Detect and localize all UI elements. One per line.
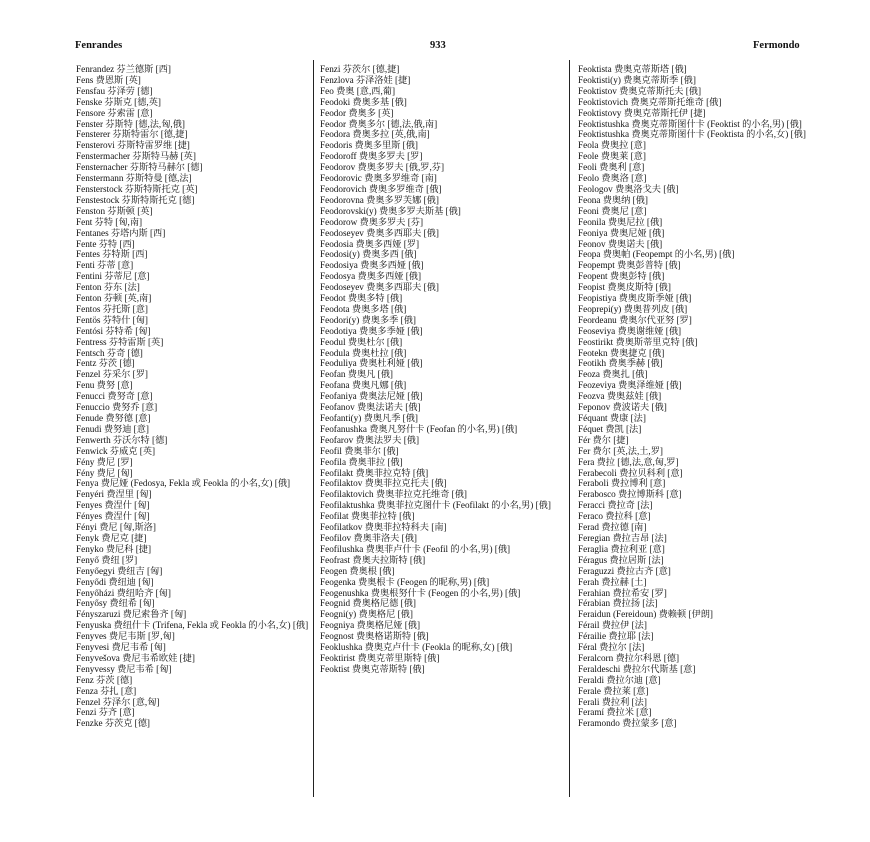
dictionary-entry: Féquet 费凯 [法]: [578, 423, 642, 434]
dictionary-entry: Féral 费拉尔 [法]: [578, 642, 645, 653]
dictionary-entry: Feoktistov 费奥克蒂斯托夫 [俄]: [578, 85, 702, 96]
dictionary-entry: Feramí 费拉米 [意]: [578, 707, 652, 718]
running-head-left: Fenrandes: [75, 40, 123, 51]
dictionary-entry: Feofilat 费奥菲拉特 [俄]: [320, 511, 415, 522]
dictionary-entry: Feraldi 费拉尔迪 [意]: [578, 674, 661, 685]
dictionary-entry: Férabian 费拉扬 [法]: [578, 598, 658, 609]
dictionary-entry: Ferale 费拉莱 [意]: [578, 685, 649, 696]
dictionary-entry: Feoseviya 费奥谢维娅 [俄]: [578, 325, 682, 336]
dictionary-entry: Feodoseyev 费奥多西耶夫 [俄]: [320, 282, 439, 293]
dictionary-entry: Fenyes 费涅什 [匈]: [76, 500, 150, 511]
dictionary-entry: Fenu 费努 [意]: [76, 380, 133, 391]
dictionary-entry: Feponov 费波诺夫 [俄]: [578, 402, 667, 413]
dictionary-entry: Fenster 芬斯特 [德,法,匈,俄]: [76, 118, 185, 129]
dictionary-entry: Fens 费恩斯 [英]: [76, 74, 141, 85]
dictionary-entry: Fény 费尼 [匈]: [76, 467, 133, 478]
dictionary-entry: Feoktistushka 费奥克蒂斯图什卡 (Feoktist 的小名,男) [俄]: [578, 118, 802, 129]
dictionary-entry: Feodula 费奥杜拉 [俄]: [320, 347, 407, 358]
dictionary-entry: Feordeanu 费奥尔代亚努 [罗]: [578, 314, 692, 325]
dictionary-entry: Feofan 费奥凡 [俄]: [320, 369, 393, 380]
dictionary-entry: Feologov 费奥洛戈夫 [俄]: [578, 183, 679, 194]
dictionary-entry: Féquant 费康 [法]: [578, 413, 646, 423]
dictionary-entry: Fenstermann 芬斯特曼 [德,法]: [76, 173, 192, 184]
dictionary-column-2: [320, 64, 560, 675]
dictionary-entry: Fenudi 费努迪 [意]: [76, 423, 149, 434]
dictionary-entry: Fenyko 费尼科 [捷]: [76, 543, 152, 554]
dictionary-entry: Fenya 费尼娅 (Fedosya, Fekla 或 Feokla 的小名,女) [俄]: [76, 478, 291, 489]
dictionary-entry: Feraboli 费拉博利 [意]: [578, 478, 666, 489]
dictionary-entry: Feoktistovy 费奥克蒂斯托伊 [捷]: [578, 107, 706, 118]
dictionary-entry: Feofilaktov 费奥菲拉克托夫 [俄]: [320, 478, 447, 489]
dictionary-entry: Fentes 芬特斯 [西]: [76, 249, 148, 260]
dictionary-entry: Ferad 费拉德 [南]: [578, 522, 647, 533]
dictionary-entry: Feodoseyev 费奥多西耶夫 [俄]: [320, 227, 439, 238]
dictionary-entry: Feonov 费奥诺夫 [俄]: [578, 238, 663, 249]
dictionary-entry: Fentos 芬托斯 [意]: [76, 303, 148, 314]
dictionary-entry: Feopempt 费奥彭普特 [俄]: [578, 260, 681, 271]
dictionary-entry: Férailie 费拉耶 [法]: [578, 631, 654, 642]
dictionary-entry: Feoktirist 费奥克蒂里斯特 [俄]: [320, 652, 440, 663]
dictionary-entry: Feodot 费奥多特 [俄]: [320, 293, 403, 304]
dictionary-entry: Feotikh 费奥季赫 [俄]: [578, 358, 663, 369]
dictionary-entry: Feofaniya 费奥法尼娅 [俄]: [320, 391, 423, 402]
dictionary-entry: Fény 费尼 [罗]: [76, 456, 133, 467]
dictionary-entry: Fenucci 费努奇 [意]: [76, 391, 153, 402]
dictionary-entry: Feoktistovich 费奥克蒂斯托维奇 [俄]: [578, 96, 722, 107]
dictionary-entry: Fenstestock 芬斯特斯托克 [德]: [76, 194, 195, 205]
dictionary-entry: Fér 费尔 [捷]: [578, 434, 629, 445]
dictionary-entry: Feofilakt 费奥菲拉克特 [俄]: [320, 467, 429, 478]
dictionary-entry: Feostirikt 费奥斯蒂里克特 [俄]: [578, 336, 698, 347]
dictionary-entry: Ferabosco 费拉博斯科 [意]: [578, 489, 682, 500]
dictionary-entry: Fensore 芬索雷 [意]: [76, 107, 153, 118]
dictionary-entry: Feregian 费拉吉昂 [法]: [578, 532, 667, 543]
dictionary-entry: Fenyőegyi 费纽吉 [匈]: [76, 565, 163, 576]
dictionary-entry: Fenzi 芬齐 [意]: [76, 707, 135, 718]
dictionary-entry: Ferabecoli 费拉贝科利 [意]: [578, 467, 683, 478]
dictionary-entry: Feofilushka 费奥菲卢什卡 (Feofil 的小名,男) [俄]: [320, 543, 511, 554]
dictionary-entry: Feodota 费奥多塔 [俄]: [320, 303, 407, 314]
dictionary-entry: Feoklushka 费奥克卢什卡 (Feokla 的昵称,女) [俄]: [320, 642, 513, 653]
dictionary-entry: Feraco 费拉科 [意]: [578, 511, 651, 522]
dictionary-entry: Fenyődi 费纽迪 [匈]: [76, 576, 154, 587]
dictionary-entry: Feodorovic 费奥多罗维奇 [南]: [320, 173, 437, 184]
dictionary-entry: Feodosiya 费奥多西娅 [俄]: [320, 260, 424, 271]
dictionary-entry: Feraidun (Fereidoun) 费赖顿 [伊朗]: [578, 609, 713, 620]
column-divider: [569, 60, 570, 797]
dictionary-entry: Feoktistushka 费奥克蒂斯图什卡 (Feoktista 的小名,女) [俄]: [578, 129, 806, 140]
dictionary-entry: Fenrandez 芬兰德斯 [西]: [76, 64, 171, 74]
dictionary-entry: Fentósi 芬特希 [匈]: [76, 325, 151, 336]
dictionary-entry: Feola 费奥拉 [意]: [578, 140, 646, 151]
dictionary-entry: Fenyuska 费纽什卡 (Trifena, Fekla 或 Feokla 的小名,女) [俄]: [76, 620, 309, 631]
dictionary-entry: Feodoroff 费奥多罗夫 [罗]: [320, 151, 423, 162]
dictionary-entry: Fentz 芬茨 [德]: [76, 358, 135, 369]
dictionary-entry: Fenyvešova 费尼韦希欧娃 [捷]: [76, 652, 195, 663]
dictionary-entry: Fenz 芬茨 [德]: [76, 674, 133, 685]
dictionary-entry: Fenyk 费尼克 [捷]: [76, 532, 147, 543]
dictionary-entry: Fenston 芬斯顿 [英]: [76, 205, 153, 216]
dictionary-entry: Feodosia 费奥多西娅 [罗]: [320, 238, 420, 249]
dictionary-entry: Fenude 费努德 [意]: [76, 413, 151, 423]
running-head-right: Fermondo: [753, 40, 800, 51]
dictionary-entry: Fenuccio 费努乔 [意]: [76, 402, 158, 413]
dictionary-entry: Feofilatkov 费奥菲拉特科夫 [南]: [320, 522, 447, 533]
dictionary-entry: Fentsch 芬奇 [德]: [76, 347, 143, 358]
dictionary-entry: Fenyő 费纽 [罗]: [76, 554, 138, 565]
dictionary-entry: Fenwick 芬威克 [英]: [76, 445, 156, 456]
dictionary-entry: Feo 费奥 [意,西,葡]: [320, 85, 396, 96]
dictionary-entry: Feodoris 费奥多里斯 [俄]: [320, 140, 418, 151]
dictionary-entry: Feracci 费拉奇 [法]: [578, 500, 653, 511]
dictionary-entry: Feodorovich 费奥多罗维奇 [俄]: [320, 183, 442, 194]
dictionary-entry: Feofilaktushka 费奥菲拉克图什卡 (Feofilakt 的小名,男) [俄]: [320, 500, 551, 511]
dictionary-entry: Feolo 费奥洛 [意]: [578, 173, 647, 184]
dictionary-entry: Feramondo 费拉蒙多 [意]: [578, 718, 677, 729]
dictionary-entry: Feoktist 费奥克蒂斯特 [俄]: [320, 663, 425, 674]
dictionary-entry: Feofrast 费奥夫拉斯特 [俄]: [320, 554, 426, 565]
dictionary-entry: Feodul 费奥杜尔 [俄]: [320, 336, 403, 347]
dictionary-entry: Feoli 费奥利 [意]: [578, 162, 645, 173]
dictionary-entry: Férail 费拉伊 [法]: [578, 620, 647, 631]
dictionary-entry: Fenyvesi 费尼韦希 [匈]: [76, 642, 166, 653]
dictionary-entry: Feoduliya 费奥杜利娅 [俄]: [320, 358, 423, 369]
dictionary-entry: Feofanushka 费奥凡努什卡 (Feofan 的小名,男) [俄]: [320, 423, 518, 434]
dictionary-entry: Feogni(y) 费奥格尼 [俄]: [320, 609, 413, 620]
dictionary-entry: Feogenka 费奥根卡 (Feogen 的昵称,男) [俄]: [320, 576, 490, 587]
dictionary-entry: Fényes 费涅什 [匈]: [76, 511, 150, 522]
dictionary-entry: Feraglia 费拉利亚 [意]: [578, 543, 665, 554]
dictionary-entry: Fensterstock 芬斯特斯托克 [英]: [76, 183, 198, 194]
dictionary-entry: Feotekn 费奥捷克 [俄]: [578, 347, 665, 358]
dictionary-entry: Fentös 芬特什 [匈]: [76, 314, 148, 325]
dictionary-entry: Fenzel 芬泽尔 [意,匈]: [76, 696, 160, 707]
dictionary-entry: Feognost 费奥格诺斯特 [俄]: [320, 631, 429, 642]
dictionary-entry: Fensternacher 芬斯特马赫尔 [德]: [76, 162, 203, 173]
dictionary-entry: Feopent 费奥彭特 [俄]: [578, 271, 665, 282]
dictionary-entry: Fenton 芬东 [法]: [76, 282, 140, 293]
dictionary-entry: Feoktisti(y) 费奥克蒂斯季 [俄]: [578, 74, 696, 85]
dictionary-entry: Feozeviya 费奥泽维娅 [俄]: [578, 380, 682, 391]
dictionary-entry: Fenyves 费尼韦斯 [罗,匈]: [76, 631, 175, 642]
dictionary-entry: Feofilov 费奥菲洛夫 [俄]: [320, 532, 417, 543]
dictionary-entry: Ferali 费拉利 [法]: [578, 696, 647, 707]
dictionary-entry: Fentini 芬蒂尼 [意]: [76, 271, 150, 282]
dictionary-entry: Fera 费拉 [德,法,意,匈,罗]: [578, 456, 679, 467]
dictionary-entry: Feozva 费奥兹娃 [俄]: [578, 391, 662, 402]
dictionary-entry: Feoza 费奥扎 [俄]: [578, 369, 648, 380]
dictionary-entry: Fenza 芬扎 [意]: [76, 685, 137, 696]
dictionary-entry: Fenzi 芬茨尔 [德,捷]: [320, 64, 400, 74]
dictionary-entry: Ferah 费拉赫 [土]: [578, 576, 647, 587]
dictionary-entry: Fenyőházi 费纽哈齐 [匈]: [76, 587, 171, 598]
dictionary-entry: Feopistiya 费奥皮斯季娅 [俄]: [578, 293, 692, 304]
dictionary-entry: Fentanes 芬塔内斯 [西]: [76, 227, 166, 238]
dictionary-entry: Feopist 费奥皮斯特 [俄]: [578, 282, 671, 293]
dictionary-entry: Fenyősy 费纽希 [匈]: [76, 598, 155, 609]
dictionary-entry: Feralcorn 费拉尔科恩 [德]: [578, 652, 680, 663]
dictionary-entry: Fentress 芬特雷斯 [英]: [76, 336, 164, 347]
dictionary-entry: Feona 费奥纳 [俄]: [578, 194, 648, 205]
dictionary-entry: Feofilaktovich 费奥菲拉克托维奇 [俄]: [320, 489, 467, 500]
dictionary-entry: Feofil 费奥菲尔 [俄]: [320, 445, 399, 456]
dictionary-entry: Fenton 芬顿 [英,南]: [76, 293, 152, 304]
dictionary-entry: Feodosya 费奥多西娅 [俄]: [320, 271, 422, 282]
dictionary-entry: Feogniya 费奥格尼娅 [俄]: [320, 620, 421, 631]
dictionary-entry: Feodorovski(y) 费奥多罗夫斯基 [俄]: [320, 205, 461, 216]
page-number: 933: [430, 40, 446, 51]
dictionary-entry: Feodotiya 费奥多季娅 [俄]: [320, 325, 423, 336]
dictionary-column-1: [76, 64, 316, 729]
dictionary-entry: Fenyéri 费涅里 [匈]: [76, 489, 152, 500]
dictionary-entry: Feoni 费奥尼 [意]: [578, 205, 647, 216]
dictionary-entry: Feogenushka 费奥根努什卡 (Feogen 的小名,男) [俄]: [320, 587, 521, 598]
dictionary-entry: Fenstermacher 芬斯特马赫 [英]: [76, 151, 196, 162]
dictionary-entry: Fenti 芬蒂 [意]: [76, 260, 134, 271]
dictionary-entry: Fenzel 芬采尔 [罗]: [76, 369, 148, 380]
dictionary-entry: Feogen 费奥根 [俄]: [320, 565, 395, 576]
dictionary-entry: Feodora 费奥多拉 [英,俄,南]: [320, 129, 430, 140]
dictionary-entry: Feofila 费奥菲拉 [俄]: [320, 456, 403, 467]
dictionary-entry: Feole 费奥莱 [意]: [578, 151, 646, 162]
dictionary-entry: Feodorov 费奥多罗夫 [俄,罗,芬]: [320, 162, 445, 173]
dictionary-entry: Feoprepi(y) 费奥普列皮 [俄]: [578, 303, 688, 314]
dictionary-entry: Feodorovna 费奥多罗芙娜 [俄]: [320, 194, 439, 205]
dictionary-entry: Fer 费尔 [英,法,土,罗]: [578, 445, 663, 456]
dictionary-entry: Feofanov 费奥法诺夫 [俄]: [320, 402, 421, 413]
dictionary-entry: Feraldeschi 费拉尔代斯基 [意]: [578, 663, 696, 674]
dictionary-entry: Ferahian 费拉希安 [罗]: [578, 587, 667, 598]
dictionary-entry: Fényszaruzi 费尼索鲁齐 [匈]: [76, 609, 187, 620]
dictionary-entry: Fensterovi 芬斯特雷罗维 [捷]: [76, 140, 190, 151]
dictionary-entry: Feodori(y) 费奥多季 [俄]: [320, 314, 416, 325]
dictionary-entry: Feonila 费奥尼拉 [俄]: [578, 216, 663, 227]
dictionary-entry: Fensfau 芬泽劳 [德]: [76, 85, 153, 96]
dictionary-entry: Feoktista 费奥克蒂斯塔 [俄]: [578, 64, 687, 74]
dictionary-entry: Feofana 费奥凡娜 [俄]: [320, 380, 407, 391]
dictionary-entry: Feodoki 费奥多基 [俄]: [320, 96, 407, 107]
dictionary-entry: Feodorow 费奥多罗夫 [芬]: [320, 216, 424, 227]
dictionary-entry: Feognid 费奥格尼德 [俄]: [320, 598, 416, 609]
dictionary-entry: Feraguzzi 费拉古齐 [意]: [578, 565, 671, 576]
dictionary-entry: Fenyvessy 费尼韦希 [匈]: [76, 663, 172, 674]
dictionary-entry: Feofanti(y) 费奥凡季 [俄]: [320, 413, 418, 423]
dictionary-column-3: [578, 64, 823, 729]
dictionary-entry: Fényi 费尼 [匈,斯洛]: [76, 522, 156, 533]
dictionary-entry: Fente 芬特 [西]: [76, 238, 135, 249]
dictionary-entry: Feofarov 费奥法罗夫 [俄]: [320, 434, 420, 445]
dictionary-entry: Féragus 费拉居斯 [法]: [578, 554, 664, 565]
dictionary-entry: Fenzlova 芬泽洛娃 [捷]: [320, 74, 411, 85]
dictionary-entry: Fenwerth 芬沃尔特 [德]: [76, 434, 168, 445]
dictionary-entry: Feodosi(y) 费奥多西 [俄]: [320, 249, 417, 260]
dictionary-entry: Fensterer 芬斯特雷尔 [德,捷]: [76, 129, 188, 140]
dictionary-entry: Feopa 费奥帕 (Feopempt 的小名,男) [俄]: [578, 249, 735, 260]
dictionary-entry: Feodor 费奥多 [英]: [320, 107, 394, 118]
dictionary-entry: Fent 芬特 [匈,南]: [76, 216, 143, 227]
dictionary-entry: Feodor 费奥多尔 [德,法,俄,南]: [320, 118, 438, 129]
dictionary-entry: Fenske 芬斯克 [德,英]: [76, 96, 161, 107]
dictionary-entry: Feoniya 费奥尼娅 [俄]: [578, 227, 665, 238]
dictionary-entry: Fenzke 芬茨克 [德]: [76, 718, 150, 729]
